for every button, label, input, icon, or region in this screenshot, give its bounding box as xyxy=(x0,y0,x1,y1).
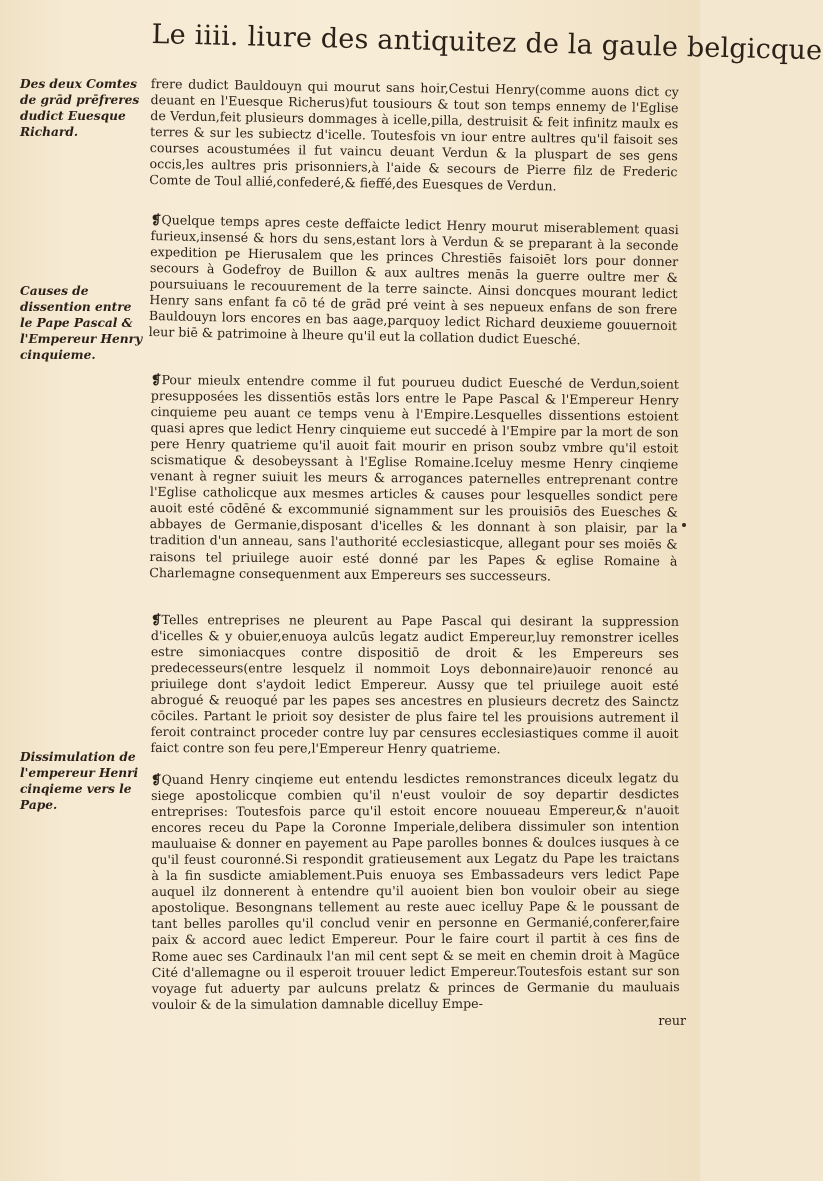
paragraph-3-text: Pour mieulx entendre comme il fut pourueu dudict Euesché de Verdun,soient presupposées les dissentiōs estās lors entre le Pape Pascal & l'Empereur Henry cinquieme peu auant ce temps venu à l'Empire.Lesquelles dissentions estoient quasi apres que ledict Henry cinquieme eut succedé à l'Empire par la mort de son pere Henry quatrieme qu'il auoit fait mourir en prison soubz vmbre qu'il estoit scismatique & desobeyssant à l'Eglise Romaine.Iceluy mesme Henry cinqieme venant à regner suiuit les meurs & arrogances paternelles entreprenant contre l'Eglise catholicque aux mesmes articles & causes pour lesquelles sondict pere auoit esté cōdēné & excommunié signamment sur les prouisiōs des Euesches & abbayes de Germanie,disposant d'icelles & les donnant à son plaisir, par la tradition d'un anneau, sans l'authorité ecclesiasticque, allegant pour ses moiēs & raisons tel priuilege auoir esté donné par les Papes & eglise Romaine à Charlemagne consequenment aux Empereurs ses successeurs. xyxy=(149,372,679,584)
pilcrow-mark: ❡ xyxy=(150,372,162,388)
running-header xyxy=(151,18,823,67)
marginal-note-2: Causes de dissention entre le Pape Pascal & l'Empereur Henry cinquieme. xyxy=(20,284,143,362)
paragraph-2 xyxy=(149,212,679,350)
pilcrow-mark: ❡ xyxy=(150,612,162,628)
ink-spot xyxy=(682,523,686,527)
running-header-title: Le iiii. liure des antiquitez de la gaule belgicque xyxy=(151,18,823,67)
marginal-note-3: Dissimulation de l'empereur Henri cinqieme vers le Pape. xyxy=(20,750,139,812)
paragraph-3 xyxy=(149,372,679,585)
marginal-note-1: Des deux Comtes de grād prēfreres dudict Euesque Richard. xyxy=(20,77,140,139)
pilcrow-mark: ❡ xyxy=(151,771,162,787)
catchword: reur xyxy=(658,1013,686,1028)
pilcrow-mark: ❡ xyxy=(150,212,162,228)
paragraph-1 xyxy=(149,76,679,197)
paragraph-5-text: Quand Henry cinqieme eut entendu lesdictes remonstrances diceulx legatz du siege apostolicque combien qu'il n'eust vouloir de soy departir desdictes entreprises: Toutesfois parce qu'il estoit encore nouueau Empereur,& n'auoit encores receu du Pape la Coronne Imperiale,delibera dissimuler son intention mauluaise & donner en payement au Pape parolles bonnes & doulces iusques à ce qu'il feust couronné.Si respondit gratieusement aux Legatz du Pape les traictans à la fin susdicte amiablement.Puis enuoya ses Embassadeurs vers ledict Pape auquel ilz donnerent à entendre qu'il auoient bien bon vouloir obeir au siege apostolique. Besongnans tellement au reste auec icelluy Pape & le poussant de tant belles parolles qu'il conclud venir en personne en Germanié,conferer,faire paix & accord auec ledict Empereur. Pour le faire court il partit à ces fins de Rome auec ses Cardinaulx l'an mil cent sept & se meit en chemin droit à Magūce Cité d'allemagne ou il esperoit trouuer ledict Empereur.Toutesfois estant sur son voyage fut aduerty par aulcuns prelatz & princes de Germanie du mauluais vouloir & de la simulation damnable dicelluy Empe- xyxy=(151,770,680,1012)
paragraph-4-text: Telles entreprises ne pleurent au Pape Pascal qui desirant la suppression d'icelles & y obuier,enuoya aulcūs legatz audict Empereur,luy remonstrer icelles estre simoniacques contre dispositiō de droit & les Empereurs ses predecesseurs(entre lesquelz il nommoit Loys debonnaire)auoir renoncé au priuilege dont s'aydoit ledict Empereur. Aussy que tel priuilege auoit esté abrogué & reuoqué par les papes ses ancestres en plusieurs decretz des Sainctz cōciles. Partant le prioit soy desister de plus faire tel les prouisions autrement il feroit contrainct proceder contre luy par censures ecclesiastiques comme il auoit faict contre son feu pere,l'Empereur Henry quatrieme. xyxy=(150,612,679,757)
paragraph-5 xyxy=(151,770,680,1013)
paragraph-1-text: frere dudict Bauldouyn qui mourut sans hoir,Cestui Henry(comme auons dict cy deuant en l'Euesque Richerus)fut tousiours & tout son temps ennemy de l'Eglise de Verdun,feit plusieurs dommages à icelle,pilla, destruisit & feit infinitz maulx es terres & sur les subiectz d'icelle. Toutesfois vn iour entre aultres qu'il faisoit ses courses acoustumées il fut vaincu deuant Verdun & la pluspart de ses gens occis,les aultres pris prisonniers,à l'aide & secours de Pierre filz de Frederic Comte de Toul allié,confederé,& fieffé,des Euesques de Verdun. xyxy=(149,76,679,194)
paragraph-4 xyxy=(150,612,679,758)
paragraph-2-text: Quelque temps apres ceste deffaicte ledict Henry mourut miserablement quasi furieux,insensé & hors du sens,estant lors à Verdun & se preparant à la seconde expedition pe Hierusalem que les princes Chrestiēs faisoiēt lors pour donner secours à Godefroy de Buillon & aux aultres menās la guerre oultre mer & poursuiuans le recouurement de la terre saincte. Ainsi doncques mourant ledict Henry sans enfant fa cō té de grād pré veint à ses nepueux enfans de son frere Bauldouyn lors encores en bas aage,parquoy ledict Richard deuxieme gouuernoit leur biē & patrimoine à lheure qu'il eut la collation dudict Euesché. xyxy=(148,212,679,348)
